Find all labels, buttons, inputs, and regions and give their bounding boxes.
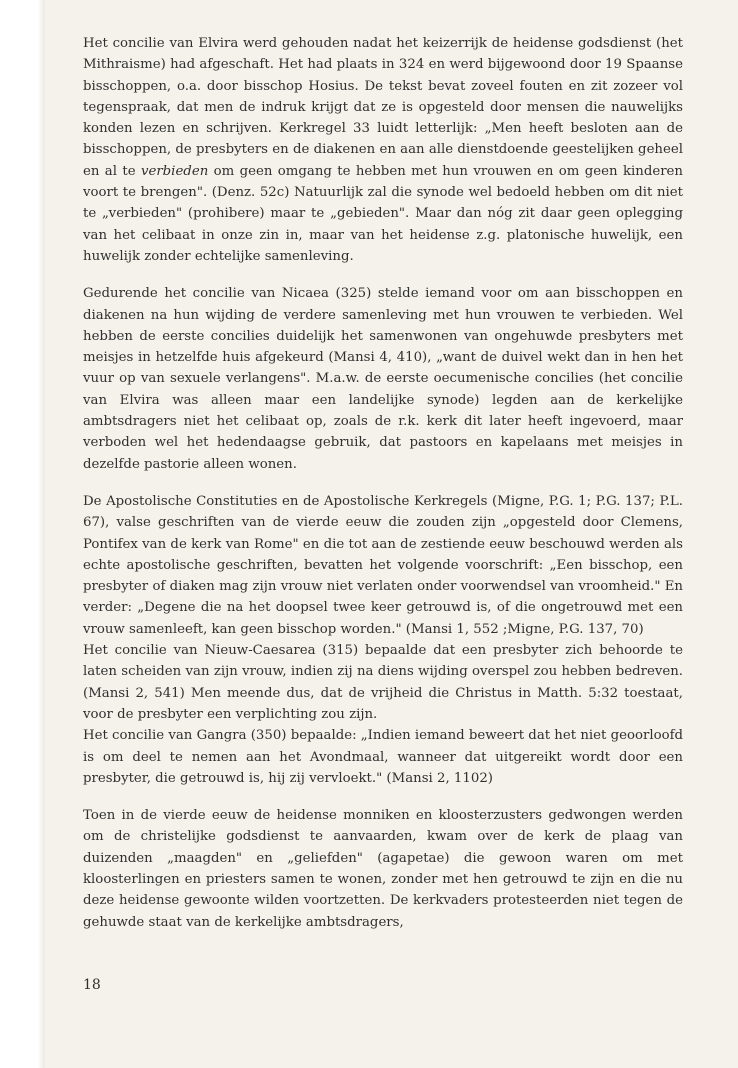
paragraph-gangra bbox=[83, 725, 683, 789]
paragraph-text: Gedurende het concilie van Nicaea (325) stelde iemand voor om aan bisschoppen en diakenen na hun wijding de verdere samenleving met hun vrouwen te verbieden. Wel hebben de eerste concilies duidelijk het samenwonen van ongehuwde presbyters met meisjes in hetzelfde huis afgekeurd (Mansi 4, 410), „want de duivel wekt dan in hen het vuur op van sexuele verlangens". M.a.w. de eerste oecumenische concilies (het concilie van Elvira was alleen maar een landelijke synode) legden aan de kerkelijke ambtsdragers niet het celibaat op, zoals de r.k. kerk dit later heeft ingevoerd, maar verboden wel het hedendaagse gebruik, dat pastoors en kapelaans met meisjes in dezelfde pastorie alleen wonen. bbox=[83, 286, 683, 472]
paragraph-agapetae bbox=[83, 805, 683, 933]
emphasized-word: verbieden bbox=[140, 163, 209, 179]
paragraph-text: Toen in de vierde eeuw de heidense monniken en kloosterzusters gedwongen werden om de christelijke godsdienst te aanvaarden, kwam over de kerk de plaag van duizenden „maagden" en „geliefden" (agapetae) die gewoon waren om met kloosterlingen en priesters samen te wonen, zonder met hen getrouwd te zijn en die nu deze heidense gewoonte wilden voortzetten. De kerkvaders protesteerden niet tegen de gehuwde staat van de kerkelijke ambtsdragers, bbox=[83, 808, 683, 930]
paragraph-text: Het concilie van Elvira werd gehouden nadat het keizerrijk de heidense godsdienst (het Mithraisme) had afgeschaft. Het had plaats in 324 en werd bijgewoond door 19 Spaanse bisschoppen, o.a. door bisschop Hosius. De tekst bevat zoveel fouten en zit zozeer vol tegenspraak, dat men de indruk krijgt dat ze is opgesteld door mensen die nauwelijks konden lezen en schrijven. Kerkregel 33 luidt letterlijk: „Men heeft besloten aan de bisschoppen, de presbyters en de diakenen en aan alle dienstdoende geestelijken geheel en al te bbox=[83, 36, 683, 179]
paragraph-text: De Apostolische Constituties en de Apostolische Kerkregels (Migne, P.G. 1; P.G. 137; P.L. 67), valse geschriften van de vierde eeuw die zouden zijn „opgesteld door Clemens, Pontifex van de kerk van Rome" en die tot aan de zestiende eeuw beschouwd werden als echte apostolische geschriften, bevatten het volgende voorschrift: „Een bisschop, een presbyter of diaken mag zijn vrouw niet verlaten onder voorwendsel van vroomheid." En verder: „Degene die na het doopsel twee keer getrouwd is, of die ongetrouwd met een vrouw samenleeft, kan geen bisschop worden." (Mansi 1, 552 ;Migne, P.G. 137, 70) bbox=[83, 493, 683, 637]
paragraph-nicaea bbox=[83, 283, 683, 475]
paragraph-elvira bbox=[83, 33, 683, 267]
paragraph-text: Het concilie van Nieuw-Caesarea (315) bepaalde dat een presbyter zich behoorde te laten scheiden van zijn vrouw, indien zij na diens wijding overspel zou hebben bedreven. (Mansi 2, 541) Men meende dus, dat de vrijheid die Christus in Matth. 5:32 toestaat, voor de presbyter een verplichting zou zijn. bbox=[83, 643, 683, 722]
paragraph-apostolic bbox=[83, 491, 683, 640]
paragraph-text: om geen omgang te hebben met hun vrouwen en om geen kinderen voort te brengen". (Denz. 52c) Natuurlijk zal die synode wel bedoeld hebben om dit niet te „verbieden" (prohibere) maar te „gebieden". Maar dan nóg zit daar geen oplegging van het celibaat in onze zin in, maar van het heidense z.g. platonische huwelijk, een huwelijk zonder echtelijke samenleving. bbox=[83, 163, 683, 264]
page-body bbox=[83, 33, 683, 933]
paragraph-text: Het concilie van Gangra (350) bepaalde: „Indien iemand beweert dat het niet geoorloofd is om deel te nemen aan het Avondmaal, wanneer dat uitgereikt wordt door een presbyter, die getrouwd is, hij zij vervloekt." (Mansi 2, 1102) bbox=[83, 728, 684, 786]
page-number: 18 bbox=[83, 977, 101, 993]
paragraph-nieuw-caesarea bbox=[83, 640, 683, 725]
